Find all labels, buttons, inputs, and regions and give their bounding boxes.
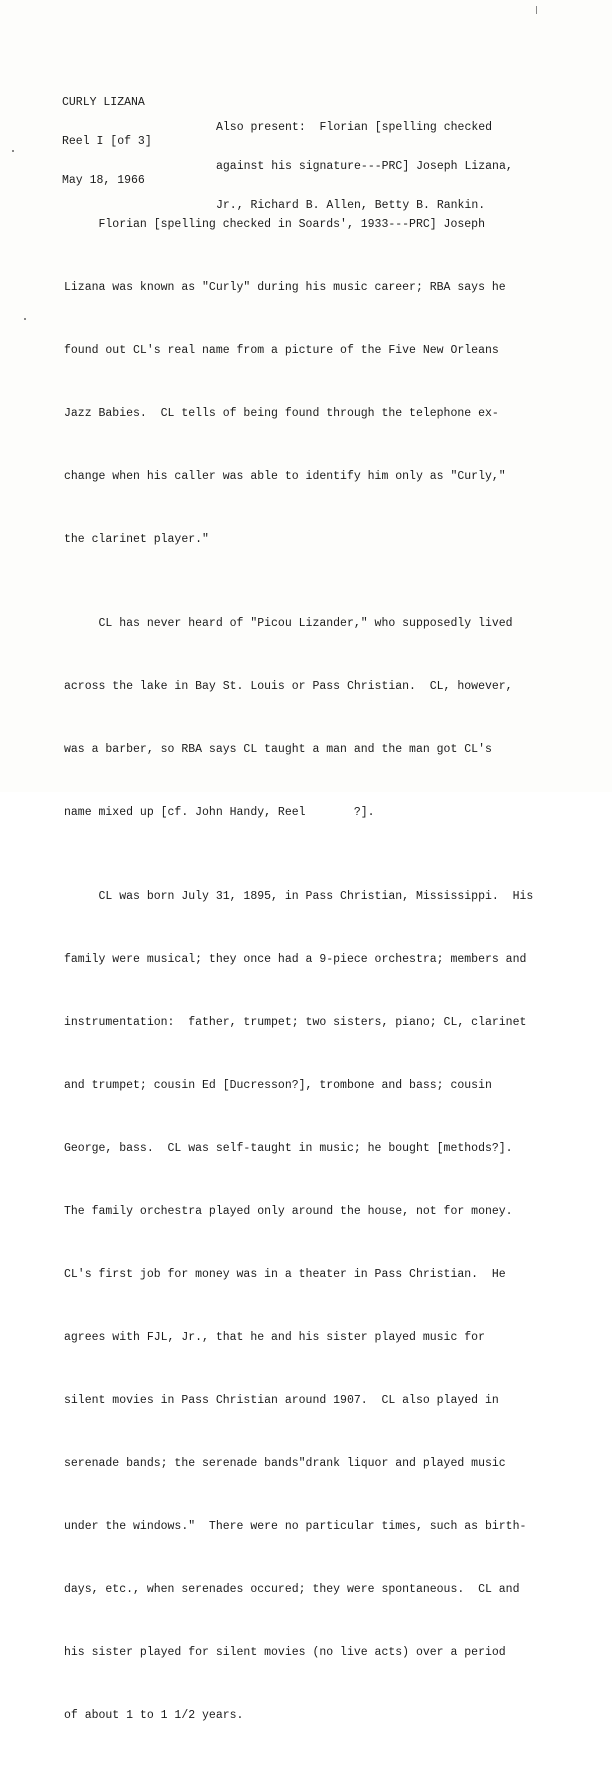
text-line: his sister played for silent movies (no live acts) over a period [64, 1646, 506, 1659]
text-line: of about 1 to 1 1/2 years. [64, 1709, 244, 1722]
text-line: days, etc., when serenades occured; they were spontaneous. CL and [64, 1583, 520, 1596]
interviewee-name: CURLY LIZANA [62, 96, 145, 109]
also-present-line: against his signature---PRC] Joseph Lizana, [216, 160, 513, 173]
text-line: found out CL's real name from a picture of the Five New Orleans [64, 344, 499, 357]
text-line: CL was born July 31, 1895, in Pass Christian, Mississippi. His [64, 890, 534, 903]
text-line: agrees with FJL, Jr., that he and his sister played music for [64, 1331, 485, 1344]
text-line: across the lake in Bay St. Louis or Pass Christian. CL, however, [64, 680, 513, 693]
text-line: George, bass. CL was self-taught in music; he bought [methods?]. [64, 1142, 513, 1155]
also-present-line: Jr., Richard B. Allen, Betty B. Rankin. [216, 199, 486, 212]
scan-speck [536, 6, 537, 14]
text-line: change when his caller was able to identify him only as "Curly," [64, 470, 506, 483]
scan-speck [12, 150, 14, 152]
text-line: Jazz Babies. CL tells of being found through the telephone ex- [64, 407, 499, 420]
text-line: and trumpet; cousin Ed [Ducresson?], trombone and bass; cousin [64, 1079, 492, 1092]
scan-speck [24, 318, 26, 320]
reel-number: Reel I [of 3] [62, 135, 152, 148]
interview-date: May 18, 1966 [62, 174, 145, 187]
text-line: Florian [spelling checked in Soards', 1933---PRC] Joseph [64, 218, 485, 231]
text-line: under the windows." There were no particular times, such as birth- [64, 1520, 527, 1533]
also-present-line: Also present: Florian [spelling checked [216, 121, 493, 134]
text-line: instrumentation: father, trumpet; two sisters, piano; CL, clarinet [64, 1016, 527, 1029]
text-line: serenade bands; the serenade bands"drank liquor and played music [64, 1457, 506, 1470]
text-line: family were musical; they once had a 9-piece orchestra; members and [64, 953, 527, 966]
text-line: CL's first job for money was in a theater in Pass Christian. He [64, 1268, 506, 1281]
text-line: name mixed up [cf. John Handy, Reel ?]. [64, 806, 375, 819]
text-line: Lizana was known as "Curly" during his music career; RBA says he [64, 281, 506, 294]
text-line: the clarinet player." [64, 533, 209, 546]
text-line: was a barber, so RBA says CL taught a man and the man got CL's [64, 743, 492, 756]
text-line: CL has never heard of "Picou Lizander," who supposedly lived [64, 617, 513, 630]
transcript-body [64, 151, 533, 1768]
text-line: silent movies in Pass Christian around 1907. CL also played in [64, 1394, 499, 1407]
text-line: The family orchestra played only around the house, not for money. [64, 1205, 513, 1218]
